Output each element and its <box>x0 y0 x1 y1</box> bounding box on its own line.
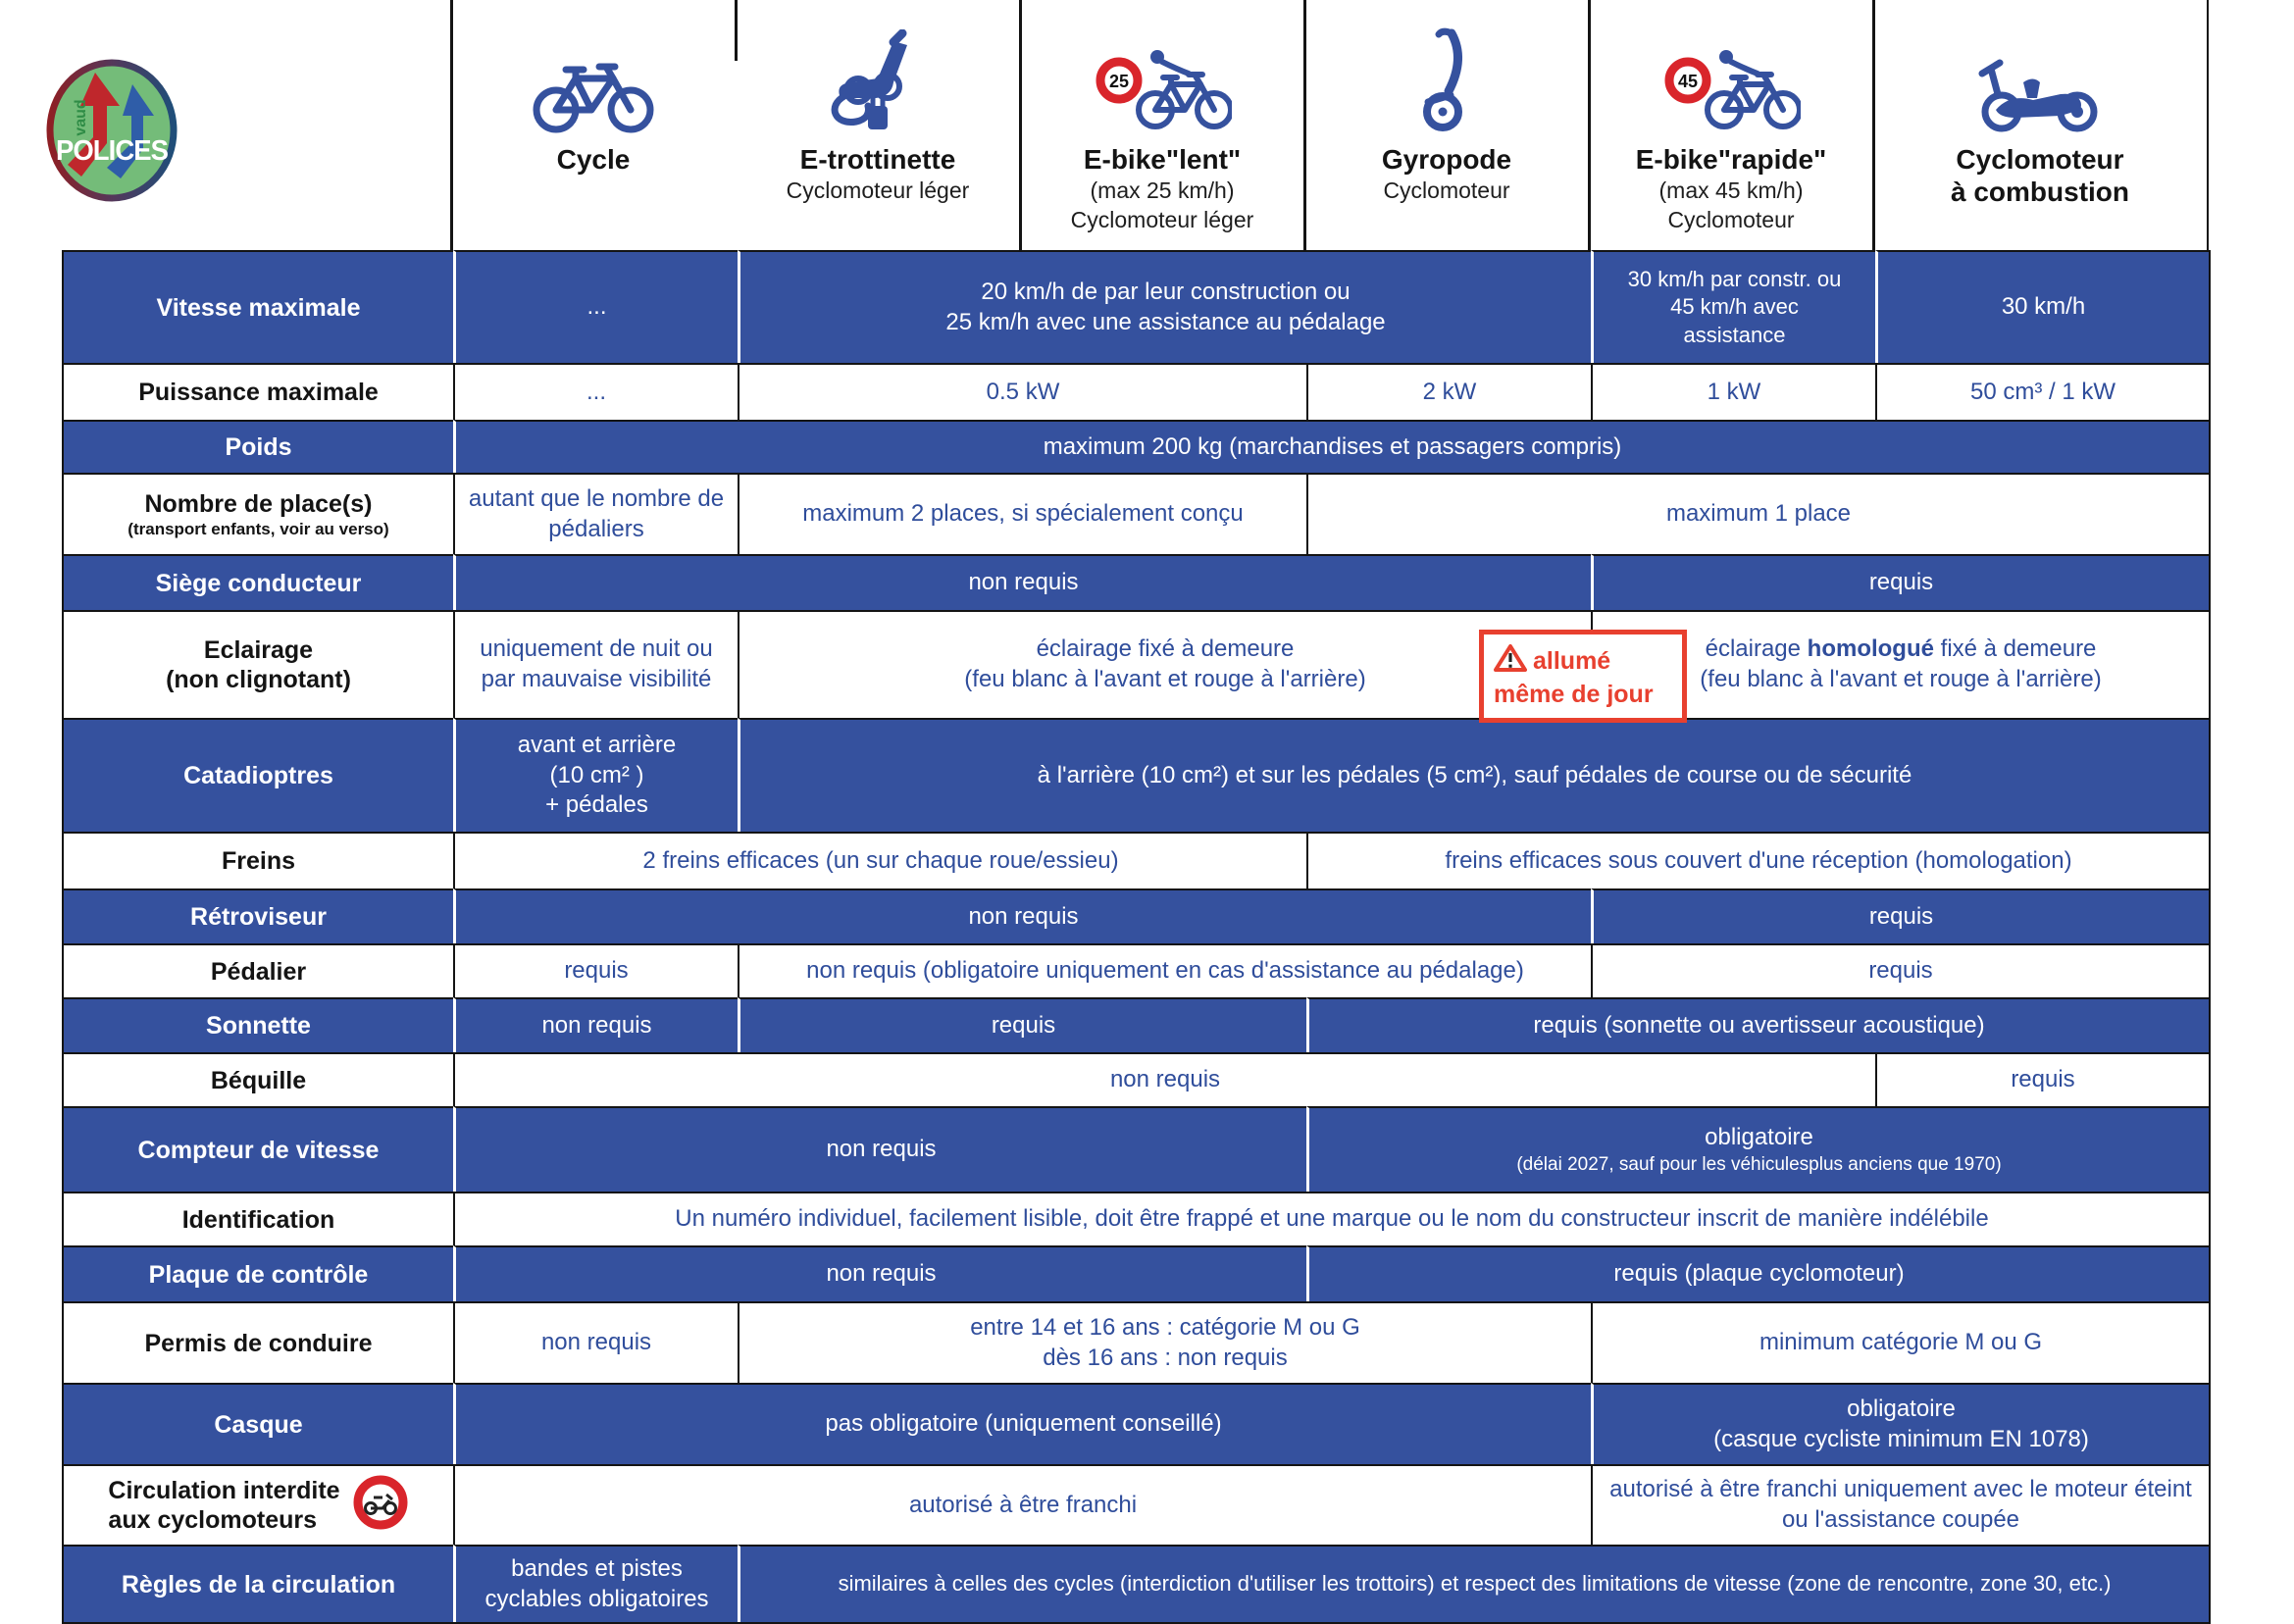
row-label: Permis de conduire <box>64 1301 453 1383</box>
table-cell: 2 freins efficaces (un sur chaque roue/essieu) <box>453 832 1306 888</box>
polices-vaud-logo <box>46 59 178 202</box>
column-subtitle: Cyclomoteur léger <box>786 178 970 204</box>
table-cell: non requis <box>453 1301 738 1383</box>
table-cell: minimum catégorie M ou G <box>1591 1301 2209 1383</box>
e-scooter-plug-icon <box>823 16 933 135</box>
table-cell: 0.5 kW <box>738 363 1306 420</box>
table-cell: uniquement de nuit ou par mauvaise visibilité <box>453 610 738 718</box>
gyropode-icon <box>1415 16 1478 135</box>
table-body <box>62 250 2211 1624</box>
table-cell: requis <box>1591 554 2209 610</box>
row-label: Plaque de contrôle <box>64 1245 453 1301</box>
table-cell: requis <box>1591 888 2209 943</box>
table-cell: à l'arrière (10 cm²) et sur les pédales (5 cm²), sauf pédales de course ou de sécurité <box>738 718 2209 832</box>
column-subtitle: Cyclomoteur <box>1383 178 1510 204</box>
logo-region: vaud <box>73 98 89 136</box>
table-header-row <box>56 0 2209 250</box>
table-cell: éclairage fixé à demeure (feu blanc à l'avant et rouge à l'arrière) <box>738 610 1591 718</box>
table-cell: non requis <box>453 1245 1306 1301</box>
table-cell: non requis <box>453 554 1591 610</box>
table-cell: avant et arrière (10 cm² ) + pédales <box>453 718 738 832</box>
moped-icon <box>1976 16 2104 135</box>
table-cell: 30 km/h par constr. ou 45 km/h avec assistance <box>1591 250 1875 363</box>
column-header <box>1304 0 1589 250</box>
warning-line2: même de jour <box>1494 681 1654 708</box>
column-header <box>736 0 1020 250</box>
prohibition-moped-icon <box>352 1474 409 1538</box>
table-cell: obligatoire (délai 2027, sauf pour les véhiculesplus anciens que 1970) <box>1306 1106 2209 1192</box>
table-cell: requis <box>1875 1052 2209 1106</box>
table-cell: autorisé à être franchi <box>453 1464 1591 1545</box>
cell-footnote: (délai 2027, sauf pour les véhiculesplus anciens que 1970) <box>1516 1153 2002 1175</box>
column-title: Cycle <box>556 144 631 175</box>
row-label: Pédalier <box>64 943 453 997</box>
column-title: E-trottinette <box>799 144 956 175</box>
row-label: Béquille <box>64 1052 453 1106</box>
header-divider <box>1019 0 1022 250</box>
table-cell: pas obligatoire (uniquement conseillé) <box>453 1383 1591 1464</box>
row-label: Compteur de vitesse <box>64 1106 453 1192</box>
table-cell: maximum 200 kg (marchandises et passagers compris) <box>453 420 2209 473</box>
column-title: Cyclomoteur à combustion <box>1950 144 2129 208</box>
table-cell: requis (plaque cyclomoteur) <box>1306 1245 2209 1301</box>
row-label: Sonnette <box>64 997 453 1052</box>
row-label: Catadioptres <box>64 718 453 832</box>
row-label: Identification <box>64 1192 453 1245</box>
row-label: Rétroviseur <box>64 888 453 943</box>
e-bike-25-icon <box>1093 16 1232 135</box>
column-subtitle: Cyclomoteur <box>1667 207 1795 233</box>
bicycle-icon <box>531 16 656 135</box>
table-cell: requis <box>1591 943 2209 997</box>
logo-cell <box>56 0 451 250</box>
row-label: Poids <box>64 420 453 473</box>
table-cell: non requis <box>453 1052 1875 1106</box>
table-cell: 20 km/h de par leur construction ou 25 km/h avec une assistance au pédalage <box>738 250 1591 363</box>
row-label: Vitesse maximale <box>64 250 453 363</box>
table-cell: éclairage homologué fixé à demeure (feu blanc à l'avant et rouge à l'arrière) <box>1591 610 2209 718</box>
header-divider <box>1588 0 1591 250</box>
warning-line1: allumé <box>1533 647 1611 675</box>
table-cell: non requis <box>453 997 738 1052</box>
svg-text:25: 25 <box>1108 72 1130 91</box>
column-subtitle: (max 45 km/h) <box>1658 178 1804 204</box>
column-header <box>1020 0 1304 250</box>
warning-box <box>1479 630 1687 723</box>
column-subtitle: Cyclomoteur léger <box>1070 207 1254 233</box>
row-label: Puissance maximale <box>64 363 453 420</box>
table-cell: Un numéro individuel, facilement lisible, doit être frappé et une marque ou le nom du constructeur inscrit de manière indélébile <box>453 1192 2209 1245</box>
table-poster <box>56 0 2219 1624</box>
column-title: E-bike"rapide" <box>1635 144 1827 175</box>
row-label: Circulation interdite aux cyclomoteurs <box>64 1464 453 1545</box>
table-cell: similaires à celles des cycles (interdiction d'utiliser les trottoirs) et respect des limitations de vitesse (zone de rencontre, zone 30, etc.) <box>738 1545 2209 1622</box>
table-cell: 30 km/h <box>1875 250 2209 363</box>
table-cell: maximum 2 places, si spécialement conçu <box>738 473 1306 554</box>
table-cell: autorisé à être franchi uniquement avec le moteur éteint ou l'assistance coupée <box>1591 1464 2209 1545</box>
column-header <box>1589 0 1873 250</box>
e-bike-45-icon <box>1661 16 1801 135</box>
table-cell: entre 14 et 16 ans : catégorie M ou G dès 16 ans : non requis <box>738 1301 1591 1383</box>
table-cell: non requis <box>453 888 1591 943</box>
table-cell: obligatoire (casque cycliste minimum EN 1078) <box>1591 1383 2209 1464</box>
table-cell: ... <box>453 363 738 420</box>
table-cell: autant que le nombre de pédaliers <box>453 473 738 554</box>
column-subtitle: (max 25 km/h) <box>1090 178 1235 204</box>
header-divider <box>1872 0 1875 250</box>
table-cell: non requis (obligatoire uniquement en cas d'assistance au pédalage) <box>738 943 1591 997</box>
column-title: Gyropode <box>1381 144 1512 175</box>
table-cell: requis (sonnette ou avertisseur acoustique) <box>1306 997 2209 1052</box>
row-label: Siège conducteur <box>64 554 453 610</box>
table-cell: ... <box>453 250 738 363</box>
table-cell: non requis <box>453 1106 1306 1192</box>
row-label: Eclairage (non clignotant) <box>64 610 453 718</box>
table-cell: 2 kW <box>1306 363 1591 420</box>
header-divider <box>450 0 453 250</box>
logo-text: POLICES <box>56 134 169 167</box>
row-label: Freins <box>64 832 453 888</box>
table-cell: 50 cm³ / 1 kW <box>1875 363 2209 420</box>
header-divider <box>735 0 738 61</box>
table-cell: freins efficaces sous couvert d'une réception (homologation) <box>1306 832 2209 888</box>
table-cell: requis <box>453 943 738 997</box>
table-cell: bandes et pistes cyclables obligatoires <box>453 1545 738 1622</box>
column-header <box>451 0 736 250</box>
table-cell: 1 kW <box>1591 363 1875 420</box>
column-header <box>1873 0 2207 250</box>
row-label: Nombre de place(s) (transport enfants, voir au verso) <box>64 473 453 554</box>
header-divider <box>1303 0 1306 250</box>
table-cell: maximum 1 place <box>1306 473 2209 554</box>
warning-triangle-icon <box>1494 643 1527 681</box>
row-label: Règles de la circulation <box>64 1545 453 1622</box>
table-cell: requis <box>738 997 1306 1052</box>
row-label: Casque <box>64 1383 453 1464</box>
column-title: E-bike"lent" <box>1083 144 1242 175</box>
svg-text:45: 45 <box>1677 72 1699 91</box>
